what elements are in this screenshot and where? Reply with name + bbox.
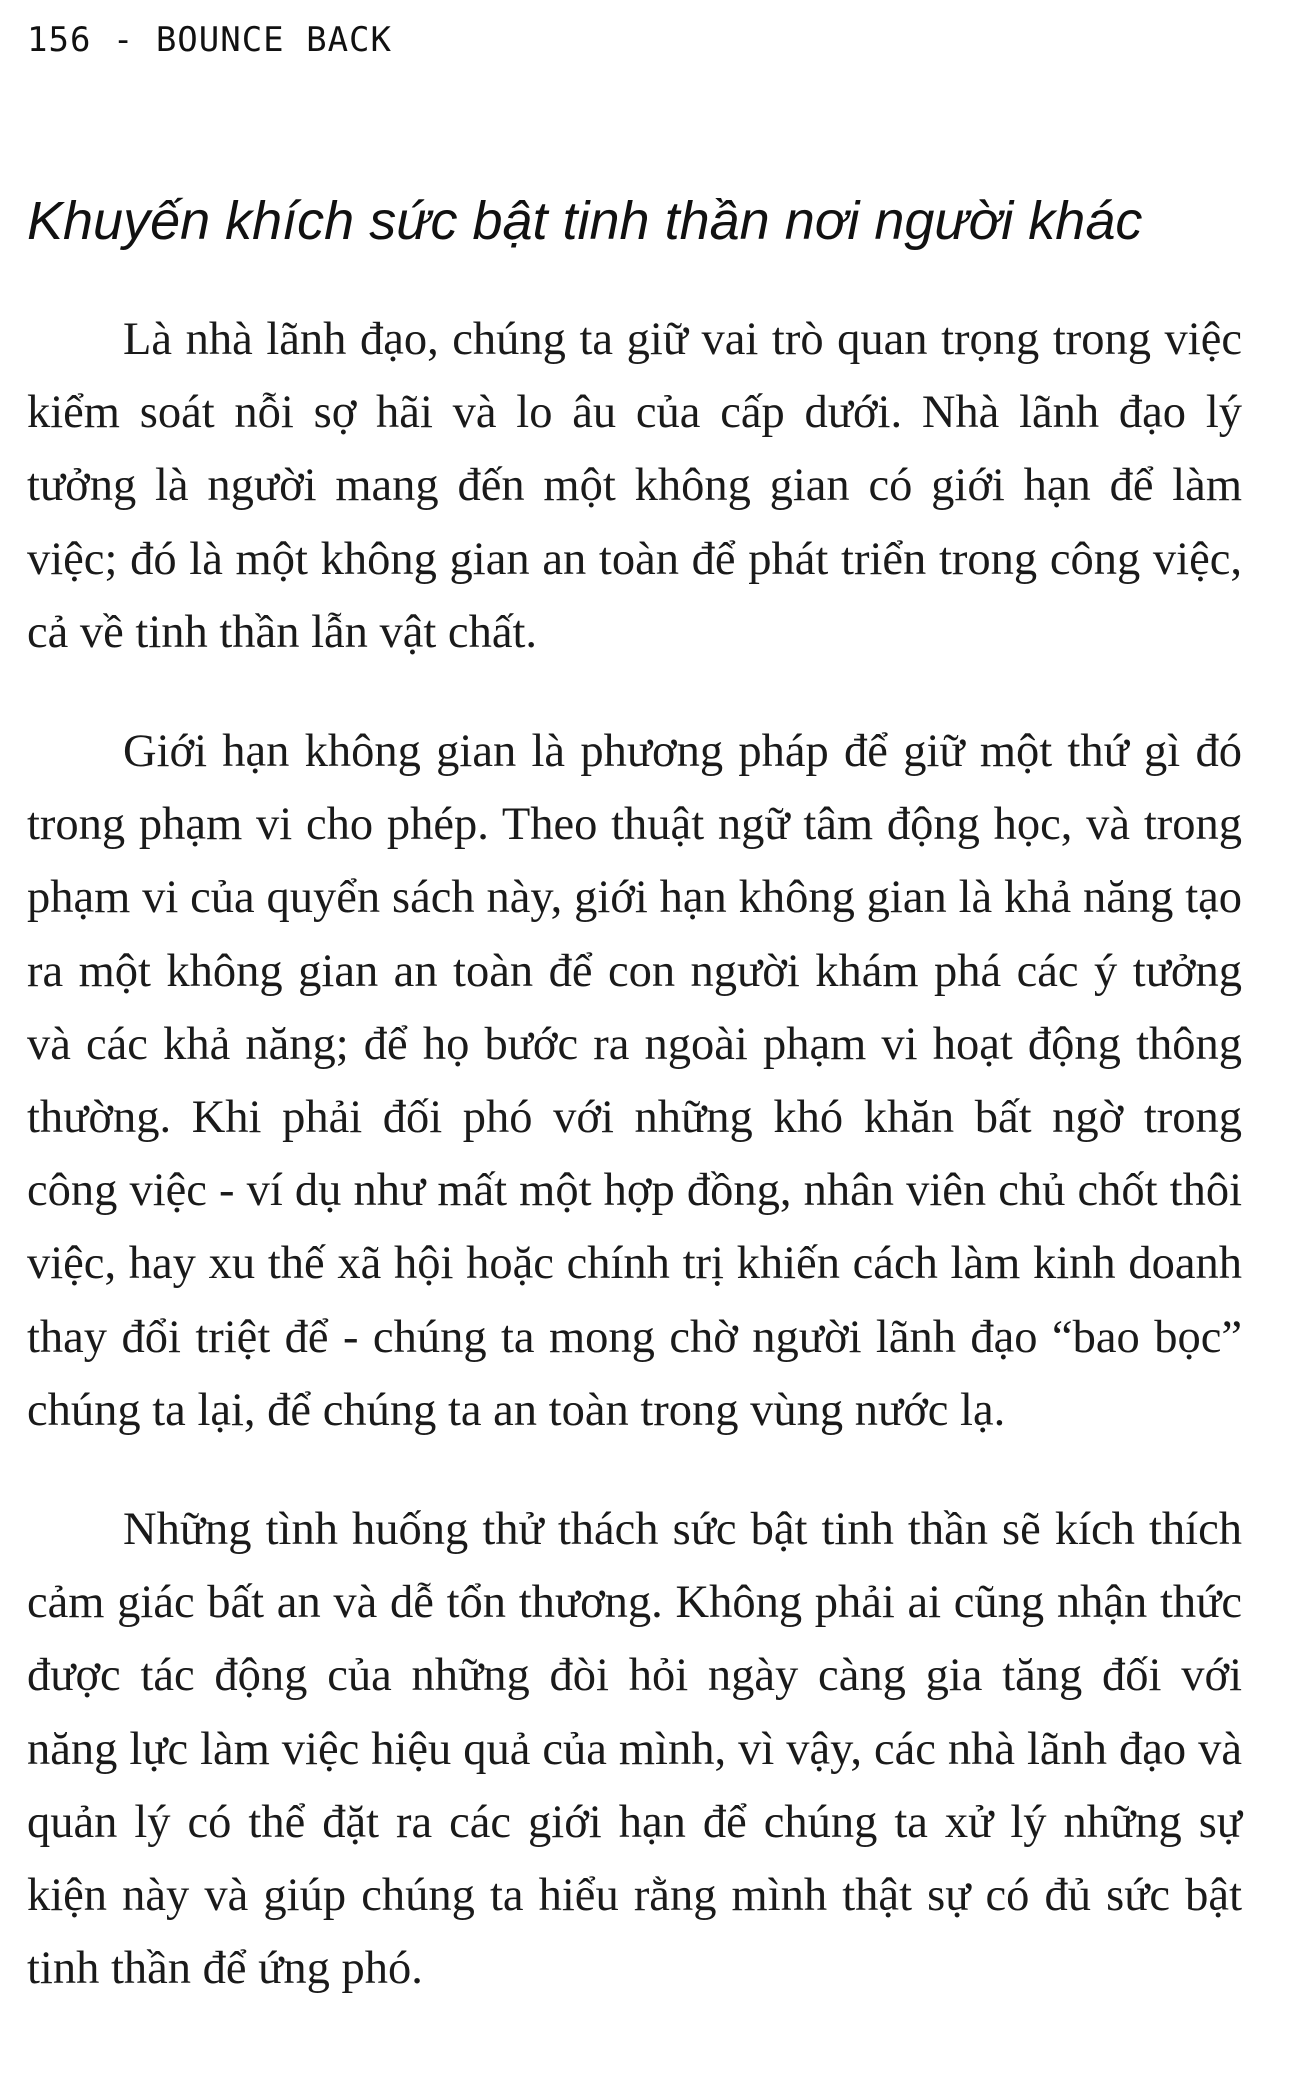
section-title: Khuyến khích sức bật tinh thần nơi người khác — [27, 191, 1143, 251]
paragraph-resilience-challenges: Những tình huống thử thách sức bật tinh thần sẽ kích thích cảm giác bất an và dễ tổn thương. Không phải ai cũng nhận thức được tác động của những đòi hỏi ngày càng gia tăng đối với năng lực làm việc hiệu quả của mình, vì vậy, các nhà lãnh đạo và quản lý có thể đặt ra các giới hạn để chúng ta xử lý những sự kiện này và giúp chúng ta hiểu rằng mình thật sự có đủ sức bật tinh thần để ứng phó. — [27, 1504, 1242, 1995]
running-header: 156 - BOUNCE BACK — [27, 20, 392, 60]
paragraph-leadership-role: Là nhà lãnh đạo, chúng ta giữ vai trò quan trọng trong việc kiểm soát nỗi sợ hãi và lo âu của cấp dưới. Nhà lãnh đạo lý tưởng là người mang đến một không gian có giới hạn để làm việc; đó là một không gian an toàn để phát triển trong công việc, cả về tinh thần lẫn vật chất. — [27, 314, 1242, 658]
body-text — [27, 303, 1242, 2005]
paragraph-holding-space: Giới hạn không gian là phương pháp để giữ một thứ gì đó trong phạm vi cho phép. Theo thuật ngữ tâm động học, và trong phạm vi của quyển sách này, giới hạn không gian là khả năng tạo ra một không gian an toàn để con người khám phá các ý tưởng và các khả năng; để họ bước ra ngoài phạm vi hoạt động thông thường. Khi phải đối phó với những khó khăn bất ngờ trong công việc - ví dụ như mất một hợp đồng, nhân viên chủ chốt thôi việc, hay xu thế xã hội hoặc chính trị khiến cách làm kinh doanh thay đổi triệt để - chúng ta mong chờ người lãnh đạo “bao bọc” chúng ta lại, để chúng ta an toàn trong vùng nước lạ. — [27, 726, 1242, 1436]
